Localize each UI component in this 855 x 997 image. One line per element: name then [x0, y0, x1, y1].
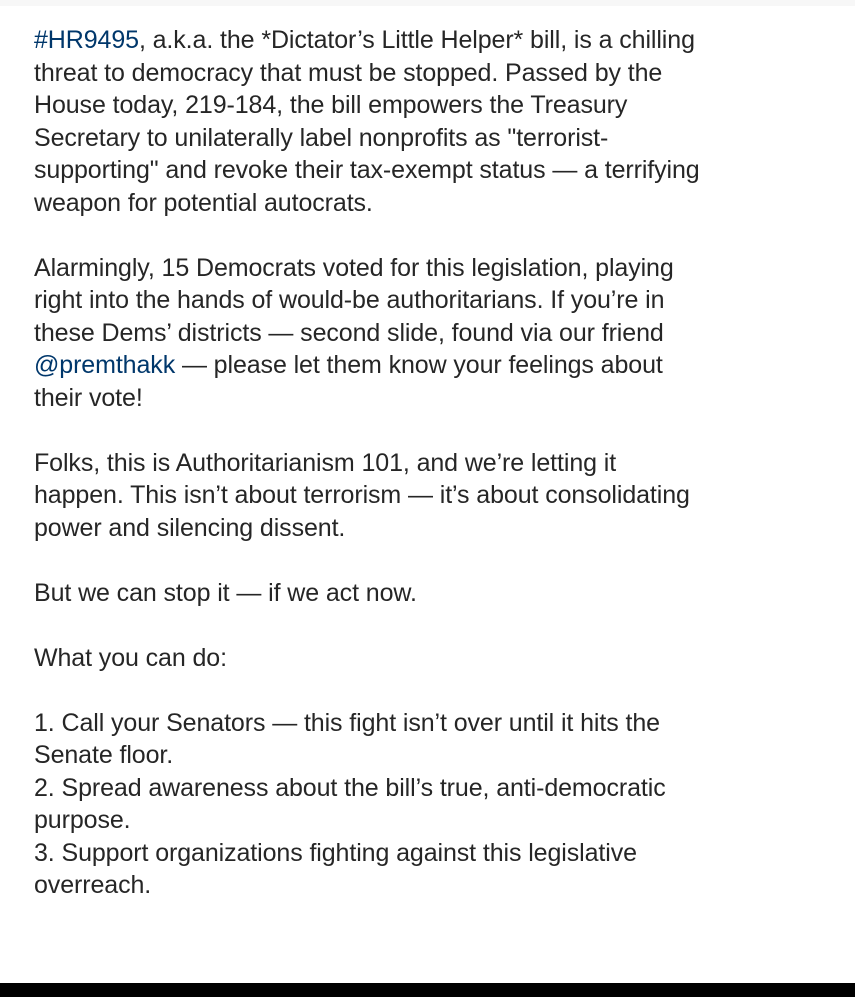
caption-paragraph-2-text-after: — please let them know your feelings about their vote! [34, 351, 663, 412]
paragraph-spacer [34, 609, 839, 642]
caption-paragraph-3: Folks, this is Authoritarianism 101, and we’re letting it happen. This isn’t about terrorism — it’s about consolidating power and silencing dissent. [34, 448, 690, 542]
caption-paragraph-5: What you can do: [34, 643, 227, 672]
caption-paragraph-1-text: , a.k.a. the *Dictator’s Little Helper* bill, is a chilling threat to democracy that must be stopped. Passed by the House today, 219-184, the bill empowers the Treasury Secretary to unilaterally label nonprofits as "terrorist- supporting" and revoke their tax-exempt status — a terrifying weapon for potential autocrats. [34, 26, 700, 217]
paragraph-spacer [34, 219, 839, 252]
caption-paragraph-2-text-before: Alarmingly, 15 Democrats voted for this legislation, playing right into the hands of would-be authoritarians. If you’re in these Dems’ districts — second slide, found via our friend [34, 253, 674, 347]
paragraph-spacer [34, 544, 839, 577]
hashtag-link[interactable]: #HR9495 [34, 26, 139, 54]
top-edge [0, 0, 855, 6]
action-list-item-3: 3. Support organizations fighting against this legislative overreach. [34, 838, 637, 899]
paragraph-spacer [34, 414, 839, 447]
caption-paragraph-1 [34, 24, 839, 219]
caption-paragraph-4: But we can stop it — if we act now. [34, 578, 417, 607]
paragraph-spacer [34, 674, 839, 707]
action-list-item-2: 2. Spread awareness about the bill’s true, anti-democratic purpose. [34, 773, 666, 834]
post-caption [34, 24, 839, 902]
mention-link[interactable]: @premthakk [34, 351, 176, 379]
bottom-bar [0, 983, 855, 997]
action-list-item-1: 1. Call your Senators — this fight isn’t over until it hits the Senate floor. [34, 708, 660, 769]
caption-paragraph-2 [34, 252, 839, 415]
